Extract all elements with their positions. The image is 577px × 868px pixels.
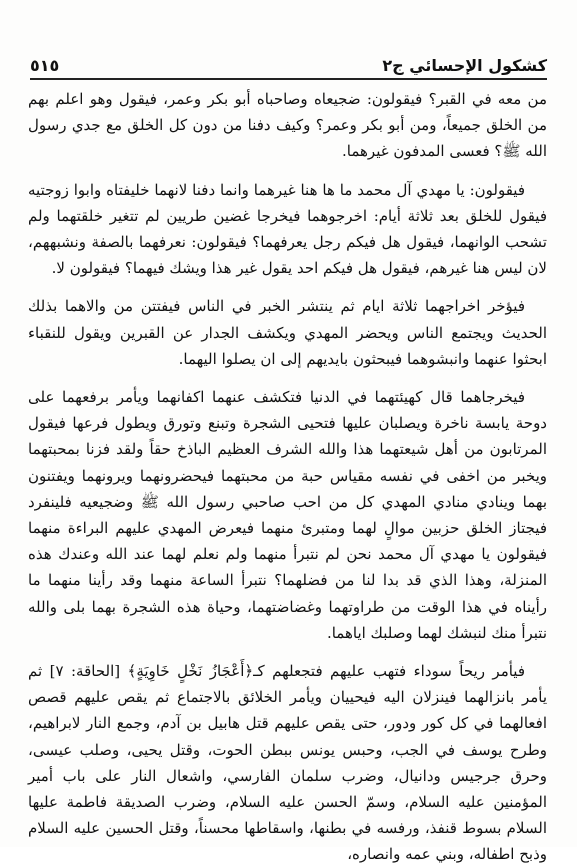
paragraph-3: فيؤخر اخراجهما ثلاثة ايام ثم ينتشر الخبر في الناس فيفتتن من والاهما بذلك الحديث ويجتمع الناس ويحضر المهدي ويكشف الجدار عن القبرين ويقول للنقباء ابحثوا عنهما وانبشوهما فيبحثون بايديهم إلى ان يصلوا اليهما.	[28, 297, 547, 368]
paragraph-4: فيخرجاهما قال كهيئتهما في الدنيا فتكشف عنهما اكفانهما ويأمر برفعهما على دوحة يابسة ناخرة ويصلبان عليها فتحيى الشجرة وتبنع وتورق ويطول فرعها فيقول المرتابون من أهل شيعتهما هذا والله الشرف العظيم الباذخ حقاً ولقد فزنا بمحبتهما ويخبر من اخفى في نفسه مقياس حبة من محبتهما فيحضرونهما ويرونهما ويفتنون بهما وينادي منادي المهدي كل من احب صاحبي رسول الله ﷺ وضجيعيه فلينفرد فيجتاز الخلق حزبين موالٍ لهما ومتبرئ منهما فيعرض المهدي عليهم البراءة منهما فيقولون يا مهدي آل محمد نحن لم نتبرأ منهما ولم نعلم لهما عند الله وعندك هذه المنزلة، وهذا الذي قد بدا لنا من فضلهما؟ نتبرأ الساعة منهما وقد رأينا منهما ما رأيناه في هذا الوقت من طراوتهما وغضاضتهما، وحياة هذه الشجرة بهما بلى والله نتبرأ منك لنبشك لهما وصلبك اياهما.	[28, 388, 547, 642]
page-number: ٥١٥	[30, 56, 60, 75]
header-rule	[30, 78, 547, 80]
paragraph-1: من معه في القبر؟ فيقولون: ضجيعاه وصاحباه أبو بكر وعمر، فيقول وهو اعلم بهم من الخلق جميعاً، ومن أبو بكر وعمر؟ وكيف دفنا من دون كل الخلق مع جدي رسول الله ﷺ؟ فعسى المدفون غيرهما.	[28, 90, 547, 161]
paragraph-2: فيقولون: يا مهدي آل محمد ما ها هنا غيرهما وانما دفنا لانهما خليفتاه وابوا زوجتيه فيقول للخلق بعد ثلاثة أيام: اخرجوهما فيخرجا غضين طريين لم تتغير خلقتهما ولم تشحب الوانهما، فيقول هل فيكم رجل يعرفهما؟ فيقولون: نعرفهما بالصفة ونشبههم، لان ليس هنا غيرهم، فيقول هل فيكم احد يقول غير هذا ويشك فيهما؟ فيقولون لا.	[28, 180, 547, 278]
page-header	[30, 45, 547, 75]
running-title: كشكول الإحسائي ج٢	[382, 56, 547, 75]
body-text	[28, 86, 547, 864]
paragraph-5: فيأمر ريحاً سوداء فتهب عليهم فتجعلهم كـ﴿أَعْجَازُ نَخْلٍ خَاوِيَةٍ﴾ [الحاقة: ٧] ثم يأمر بانزالهما فينزلان اليه فيحييان ويأمر الخلائق بالاجتماع ثم يقص عليهم قصص افعالهما في كل كور ودور، حتى يقص عليهم قتل هابيل بن آدم، وجمع النار لابراهيم، وطرح يوسف في الجب، وحبس يونس ببطن الحوت، وقتل يحيى، وصلب عيسى، وحرق جرجيس ودانيال، وضرب سلمان الفارسي، واشعال النار على باب أمير المؤمنين عليه السلام، وسمّ الحسن عليه السلام، وضرب الصديقة فاطمة عليها السلام بسوط قنفذ، ورفسه في بطنها، واسقاطها محسناً، وقتل الحسين عليه السلام وذبح اطفاله، وبني عمه وانصاره،	[28, 662, 547, 864]
